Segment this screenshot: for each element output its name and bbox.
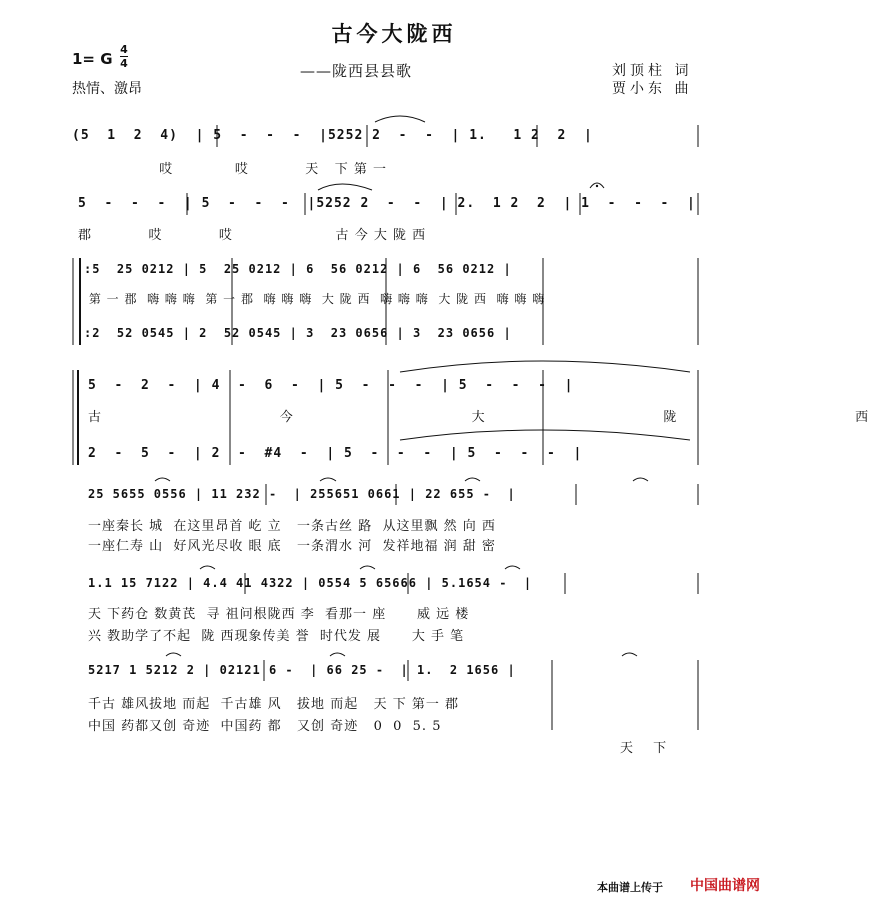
lyrics-row-9b: 中国 药都又创 奇迹 中国药 都 又创 奇迹 0 0 5. 5 [88, 719, 442, 734]
lyrics-row-3: 第 一 郡 嗨 嗨 嗨 第 一 郡 嗨 嗨 嗨 大 陇 西 嗨 嗨 嗨 大 陇 西 嗨 嗨 嗨 [84, 292, 546, 306]
site-logo: 中国曲谱网 [690, 878, 760, 894]
tail-lyric: 天 下 [620, 741, 675, 756]
lyrics-row-7a: 一座秦长 城 在这里昂首 屹 立 一条古丝 路 从这里飘 然 向 西 [88, 519, 496, 534]
page-title: 古今大陇西 [331, 21, 457, 46]
lyrics-row-1: 哎 哎 天 下 第 一 [72, 162, 387, 177]
melody-row-9: 5217 1 5212 2 | 02121 6 - | 66 25 - | 1. 2 1656 | [88, 663, 516, 677]
melody-row-5: 5 - 2 - | 4 - 6 - | 5 - - - | 5 - - - | [88, 378, 574, 393]
melody-row-8: 1.1 15 7122 | 4.4 41 4322 | 0554 5 65666 | 5.1654 - | [88, 576, 533, 590]
melody-row-1: (5 1 2 4) | 5 - - - |5252 2 - - | 1. 1 2 2 | [72, 128, 593, 143]
melody-row-2: 5 - - - | 5 - - - |5252 2 - - | 2. 1 2 2 | 1 - - - | [78, 196, 696, 211]
upload-credit: 本曲谱上传于 [597, 881, 663, 894]
key-signature: 1= G [72, 50, 113, 68]
lyrics-row-2: 郡 哎 哎 古 今 大 陇 西 [78, 228, 427, 243]
tempo-marking: 热情、激昂 [72, 81, 142, 97]
meter-bottom: 4 [120, 57, 128, 70]
lyrics-row-8b: 兴 教助学了不起 陇 西现象传美 誉 时代发 展 大 手 笔 [88, 629, 465, 644]
melody-row-4: :2 52 0545 | 2 52 0545 | 3 23 0656 | 3 23 0656 | [84, 326, 512, 340]
lyricist-credit: 刘顶柱 词 [612, 63, 693, 79]
melody-row-6: 2 - 5 - | 2 - #4 - | 5 - - - | 5 - - - | [88, 446, 583, 461]
composer-credit: 贾小东 曲 [612, 81, 693, 97]
page-subtitle: ——陇西县县歌 [300, 62, 413, 80]
time-signature [120, 44, 128, 69]
melody-row-3: :5 25 0212 | 5 25 0212 | 6 56 0212 | 6 56 0212 | [84, 262, 512, 276]
lyrics-row-8a: 天 下药仓 数黄芪 寻 祖问根陇西 李 看那一 座 威 远 楼 [88, 607, 470, 622]
melody-row-7: 25 5655 0556 | 11 232 - | 255651 0661 | 22 655 - | [88, 487, 516, 501]
lyrics-row-5: 古 今 大 陇 西 [88, 410, 890, 425]
lyrics-row-9a: 千古 雄风拔地 而起 千古雄 风 拔地 而起 天 下 第一 郡 [88, 697, 459, 712]
meter-top: 4 [120, 43, 128, 56]
lyrics-row-7b: 一座仁寿 山 好风光尽收 眼 底 一条渭水 河 发祥地福 润 甜 密 [88, 539, 496, 554]
